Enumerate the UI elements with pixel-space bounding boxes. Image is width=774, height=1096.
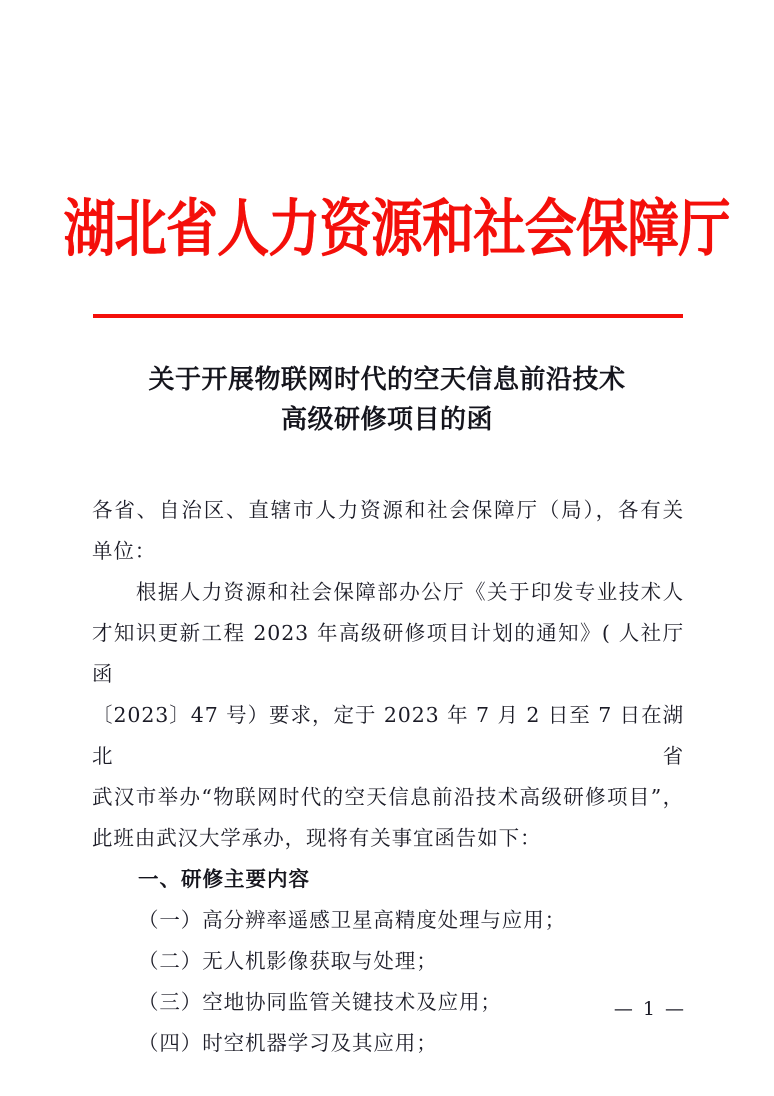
salutation-line-2: 单位： <box>92 539 157 563</box>
list-item: （四）时空机器学习及其应用； <box>138 1031 438 1055</box>
salutation-paragraph <box>92 490 684 572</box>
letterhead <box>0 193 774 265</box>
page-number-footer: — 1 — <box>613 998 686 1020</box>
main-paragraph-line-1: 根据人力资源和社会保障部办公厅《关于印发专业技术人 <box>92 580 684 604</box>
main-paragraph-line-3: 〔2023〕47 号）要求，定于 2023 年 7 月 2 日至 7 日在湖北省 <box>92 703 684 768</box>
main-paragraph-line-4: 武汉市举办“物联网时代的空天信息前沿技术高级研修项目”， <box>92 785 684 809</box>
list-item: （一）高分辨率遥感卫星高精度处理与应用； <box>138 908 566 932</box>
main-paragraph <box>92 572 684 859</box>
list-item: （三）空地协同监管关键技术及应用； <box>138 990 502 1014</box>
main-paragraph-line-5: 此班由武汉大学承办，现将有关事宜函告如下： <box>92 826 542 850</box>
document-title-line-1: 关于开展物联网时代的空天信息前沿技术 <box>148 365 626 395</box>
document-title-line-2: 高级研修项目的函 <box>280 405 493 435</box>
document-title <box>100 360 674 440</box>
list-item: （二）无人机影像获取与处理； <box>138 949 438 973</box>
letterhead-red-rule <box>93 314 683 318</box>
section-heading-research-content: 一、研修主要内容 <box>138 867 310 891</box>
main-paragraph-line-2: 才知识更新工程 2023 年高级研修项目计划的通知》( 人社厅函 <box>92 621 684 686</box>
salutation-line-1: 各省、自治区、直辖市人力资源和社会保障厅（局），各有关 <box>92 498 684 522</box>
document-body <box>92 490 684 1064</box>
letterhead-organization-title: 湖北省人力资源和社会保障厅 <box>63 192 730 265</box>
